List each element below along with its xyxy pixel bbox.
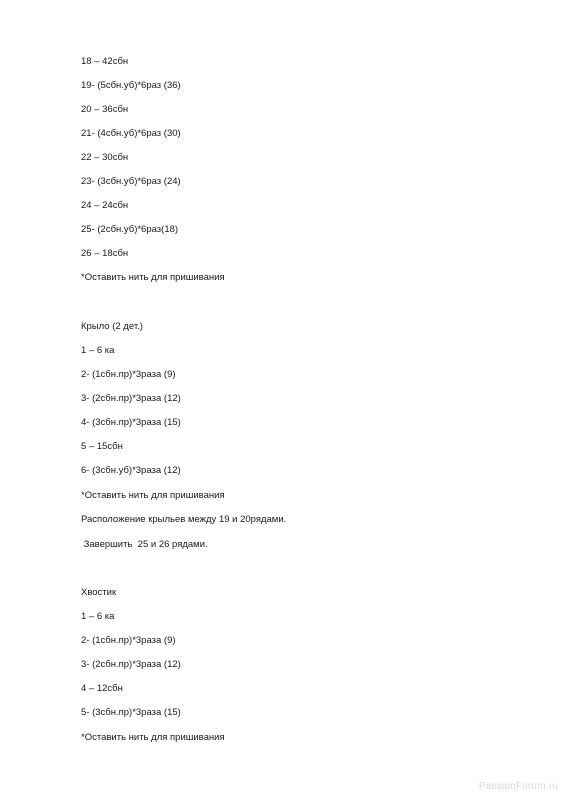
wing-note: *Оставить нить для пришивания [81, 490, 225, 501]
body-row-20: 20 – 36сбн [81, 104, 129, 115]
wing-row-4: 4- (3сбн.пр)*3раза (15) [81, 417, 181, 428]
body-row-23: 23- (3сбн.уб)*6раз (24) [81, 176, 181, 187]
wing-row-1: 1 – 6 ка [81, 345, 115, 356]
body-note: *Оставить нить для пришивания [81, 272, 225, 283]
wing-row-5: 5 – 15сбн [81, 441, 123, 452]
tail-row-1: 1 – 6 ка [81, 611, 115, 622]
body-row-25: 25- (2сбн.уб)*6раз(18) [81, 224, 179, 235]
body-row-24: 24 – 24сбн [81, 200, 129, 211]
body-row-18: 18 – 42сбн [81, 56, 129, 67]
wing-placement-note: Расположение крыльев между 19 и 20рядами. [81, 514, 287, 525]
tail-note: *Оставить нить для пришивания [81, 732, 225, 743]
tail-row-4: 4 – 12сбн [81, 683, 123, 694]
body-row-26: 26 – 18сбн [81, 248, 129, 259]
tail-title: Хвостик [81, 587, 117, 598]
tail-row-5: 5- (3сбн.пр)*3раза (15) [81, 707, 181, 718]
body-row-21: 21- (4сбн.уб)*6раз (30) [81, 128, 181, 139]
wing-title: Крыло (2 дет.) [81, 321, 143, 332]
wing-row-6: 6- (3сбн.уб)*3раза (12) [81, 465, 181, 476]
wing-row-2: 2- (1сбн.пр)*3раза (9) [81, 369, 176, 380]
body-row-19: 19- (5сбн.уб)*6раз (36) [81, 80, 181, 91]
body-row-22: 22 – 30сбн [81, 152, 129, 163]
site-watermark: PassionForum.ru [478, 781, 558, 792]
wing-row-3: 3- (2сбн.пр)*3раза (12) [81, 393, 181, 404]
wing-finish-note: Завершить 25 и 26 рядами. [81, 539, 208, 550]
tail-row-3: 3- (2сбн.пр)*3раза (12) [81, 659, 181, 670]
tail-row-2: 2- (1сбн.пр)*3раза (9) [81, 635, 176, 646]
